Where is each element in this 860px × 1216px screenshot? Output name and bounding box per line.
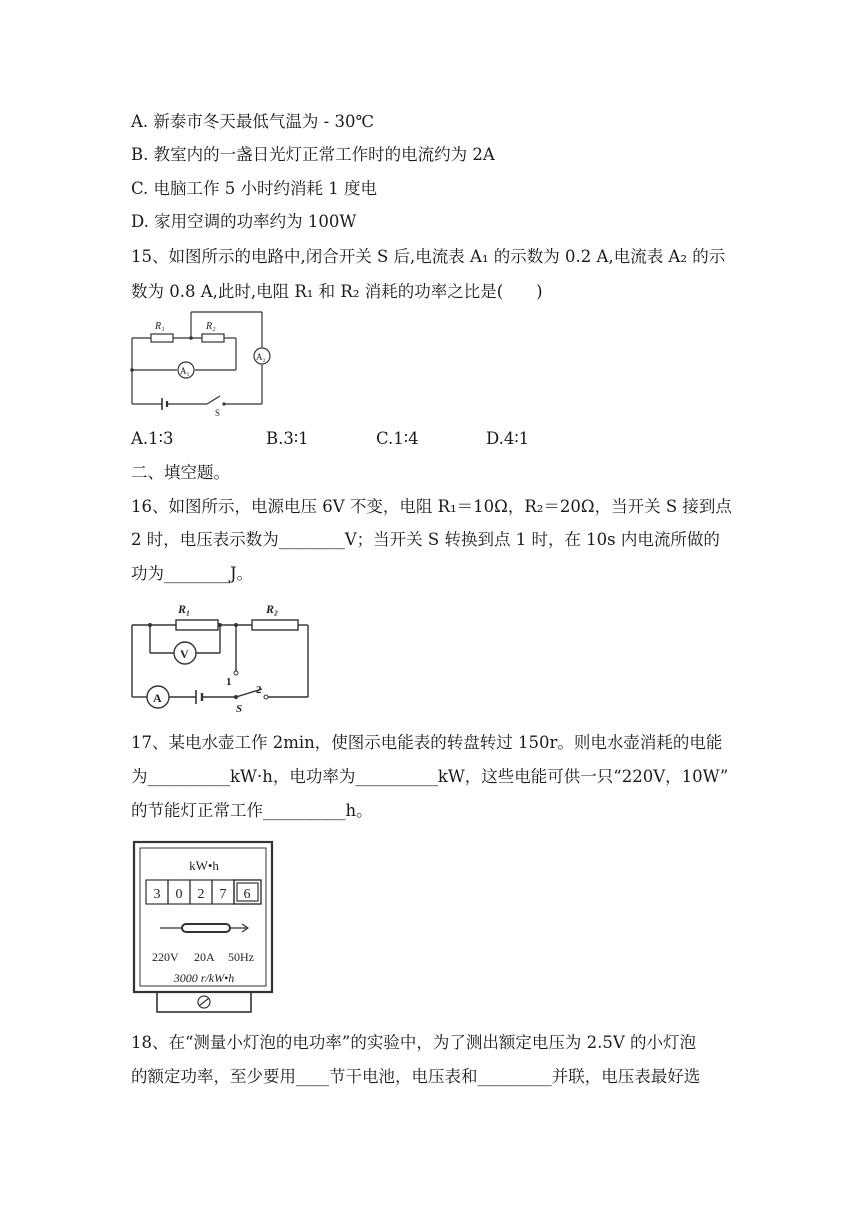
q15-switch (207, 396, 220, 404)
q15-option-d: D.4∶1 (486, 429, 530, 448)
q14-option-b: B. 教室内的一盏日光灯正常工作时的电流约为 2A (131, 145, 495, 164)
meter-current: 20A (194, 950, 215, 964)
q16-stem-line3: 功为________J。 (131, 564, 254, 583)
q16-r1-resistor (176, 620, 218, 630)
electricity-meter-figure (132, 840, 276, 1016)
meter-constant: 3000 r/kW•h (173, 971, 235, 985)
q16-label-s: S (236, 703, 243, 715)
q14-option-c: C. 电脑工作 5 小时约消耗 1 度电 (131, 179, 378, 198)
q16-stem-line1: 16、如图所示，电源电压 6V 不变，电阻 R₁＝10Ω，R₂＝20Ω，当开关 S 接到点 (131, 497, 732, 516)
q15-r1-resistor (151, 334, 173, 342)
q15-label-r2: R₂ (206, 321, 216, 332)
q15-option-c: C.1∶4 (376, 429, 419, 448)
q15-option-a: A.1∶3 (131, 429, 174, 448)
q17-stem-line2: 为__________kW·h，电功率为__________kW，这些电能可供一只“220V，10W” (131, 767, 729, 786)
q16-r2-resistor (252, 620, 298, 630)
q16-label-point1: 1 (226, 676, 232, 688)
meter-voltage: 220V (152, 950, 179, 964)
q15-stem-line1: 15、如图所示的电路中,闭合开关 S 后,电流表 A₁ 的示数为 0.2 A,电流表 A₂ 的示 (131, 247, 726, 266)
q15-stem-line2: 数为 0.8 A,此时,电阻 R₁ 和 R₂ 消耗的功率之比是( ) (131, 282, 543, 301)
q15-label-r1: R₁ (155, 321, 165, 332)
q15-option-b: B.3∶1 (266, 429, 309, 448)
meter-digit-5: 6 (243, 887, 251, 902)
q16-stem-line2: 2 时，电压表示数为________V；当开关 S 转换到点 1 时，在 10s 内电流所做的 (131, 530, 720, 549)
meter-digit-2: 0 (175, 887, 183, 902)
q18-stem-line1: 18、在“测量小灯泡的电功率”的实验中，为了测出额定电压为 2.5V 的小灯泡 (131, 1033, 697, 1052)
meter-unit-label: kW•h (189, 858, 219, 873)
q15-label-a1: A₁ (180, 366, 190, 376)
q15-r2-resistor (202, 334, 224, 342)
q14-option-d: D. 家用空调的功率约为 100W (131, 212, 357, 231)
q15-label-a2: A₂ (256, 352, 266, 362)
q16-label-point2: 2 (256, 684, 262, 696)
meter-digit-1: 3 (153, 887, 161, 902)
meter-frequency: 50Hz (228, 950, 254, 964)
meter-digit-3: 2 (197, 887, 205, 902)
q18-stem-line2: 的额定功率，至少要用____节干电池，电压表和_________并联，电压表最好选 (131, 1067, 701, 1086)
q16-label-r1: R₁ (178, 602, 191, 616)
q16-label-r2: R₂ (266, 602, 279, 616)
section-heading: 二、填空题。 (131, 463, 230, 482)
q15-circuit-figure (124, 308, 274, 418)
q15-label-s: S (215, 408, 221, 418)
q16-label-a: A (153, 691, 162, 705)
q16-circuit-figure (124, 597, 316, 715)
q16-label-v: V (180, 647, 189, 661)
q17-stem-line1: 17、某电水壶工作 2min，使图示电能表的转盘转过 150r。则电水壶消耗的电能 (131, 733, 723, 752)
q14-option-a: A. 新泰市冬天最低气温为 - 30℃ (131, 112, 374, 131)
q17-stem-line3: 的节能灯正常工作__________h。 (131, 801, 373, 820)
meter-digit-4: 7 (219, 887, 227, 902)
